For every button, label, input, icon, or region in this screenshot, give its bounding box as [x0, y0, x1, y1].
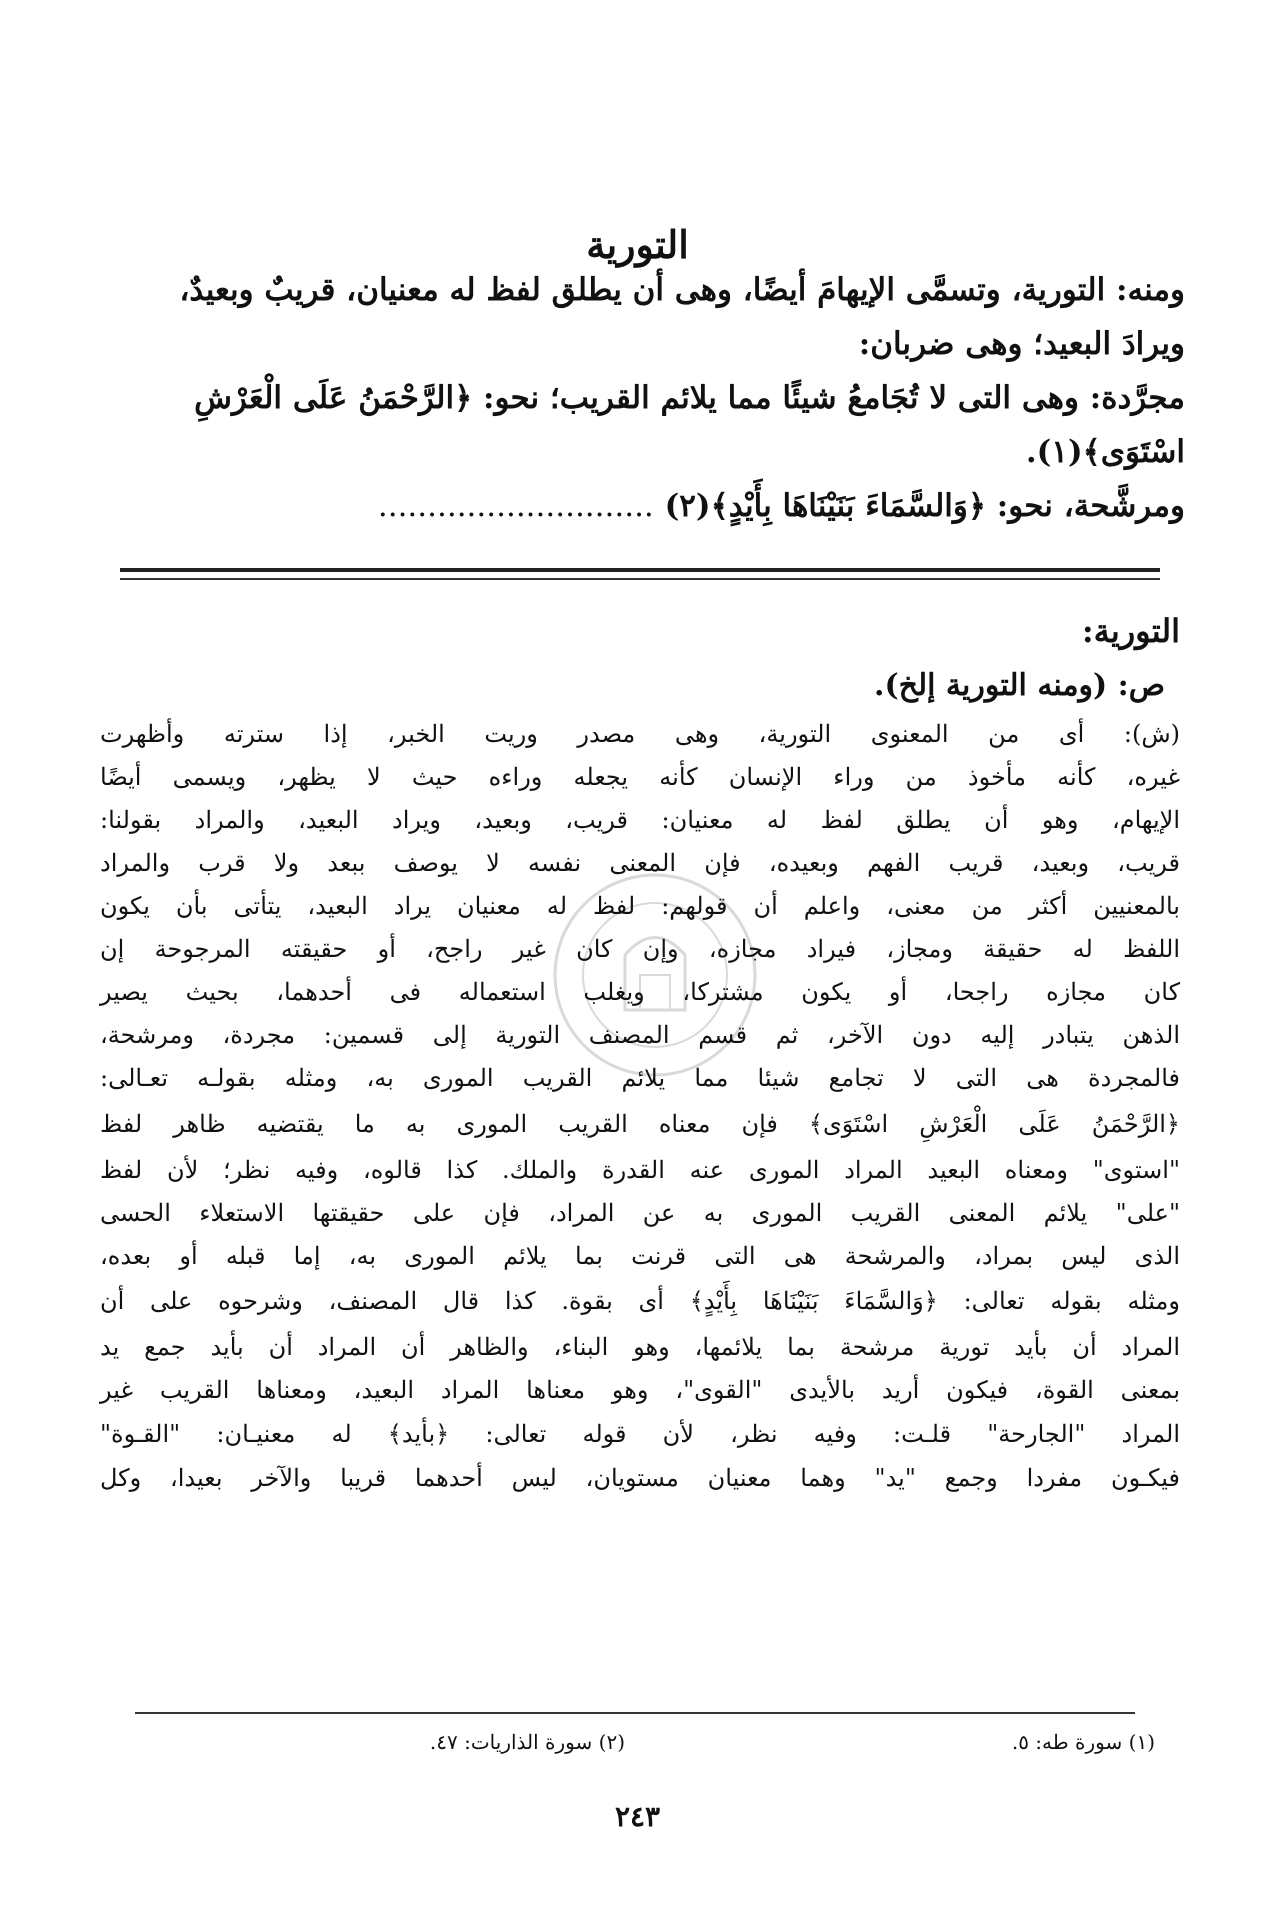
commentary-line: المراد أن بأيد تورية مرشحة بما يلائمها، وهو البناء، والظاهر أن المراد أن بأيد جمع يد [100, 1333, 1181, 1361]
footnote-1: (١) سورة طه: ٥. [1011, 1730, 1155, 1754]
commentary-line: قريب، وبعيد، قريب الفهم وبعيده، فإن المعنى نفسه لا يوصف ببعد ولا قرب والمراد [100, 849, 1180, 877]
commentary-line: بمعنى القوة، فيكون أريد بالأيدى "القوى"، وهو معناها المراد البعيد، ومعناها القريب غير [100, 1376, 1180, 1404]
commentary-line: الإيهام، وهو أن يطلق لفظ له معنيان: قريب، وبعيد، ويراد البعيد، والمراد بقولنا: [100, 806, 1180, 834]
commentary-line: الذهن يتبادر إليه دون الآخر، ثم قسم المصنف التورية إلى قسمين: مجردة، ومرشحة، [100, 1021, 1180, 1049]
commentary-line: بالمعنيين أكثر من معنى، واعلم أن قولهم: لفظ له معنيان يراد البعيد، يتأتى بأن يكون [100, 892, 1180, 920]
section-title: التورية [586, 222, 689, 267]
commentary-line: كان مجازه راجحا، أو يكون مشتركا، ويغلب استعماله فى أحدهما، بحيث يصير [100, 978, 1180, 1006]
commentary-line: المراد "الجارحة" قلـت: وفيه نظر، لأن قوله تعالى: ﴿بأيد﴾ له معنيـان: "القـوة" [100, 1420, 1180, 1448]
commentary-line: غيره، كأنه مأخوذ من وراء الإنسان كأنه يجعله وراءه حيث لا يظهر، ويسمى أيضًا [100, 763, 1180, 791]
commentary-line: "على" يلائم المعنى القريب المورى به عن المراد، فإن على حقيقتها الاستعلاء الحسى [100, 1199, 1180, 1227]
page-number: ٢٤٣ [614, 1800, 661, 1833]
section-divider-thick [120, 568, 1160, 572]
matn-line-5-text: ومرشَّحة، نحو: ﴿وَالسَّمَاءَ بَنَيْنَاهَا بِأَيْدٍ﴾(٢) [664, 488, 1185, 524]
commentary-line: الذى ليس بمراد، والمرشحة هى التى قرنت بما يلائم المورى به، إما قبله أو بعده، [100, 1242, 1180, 1270]
matn-line-4: اسْتَوَى﴾(١). [1025, 434, 1185, 470]
footnote-rule [135, 1712, 1135, 1714]
commentary-line: اللفظ له حقيقة ومجاز، فيراد مجازه، وإن كان غير راجح، أو حقيقته المرجوحة إن [100, 935, 1180, 963]
commentary-line: (ش): أى من المعنوى التورية، وهى مصدر وريت الخبر، إذا سترته وأظهرت [100, 720, 1180, 748]
footnote-2: (٢) سورة الذاريات: ٤٧. [429, 1730, 625, 1754]
commentary-line: فيكـون مفردا وجمع "يد" وهما معنيان مستويان، ليس أحدهما قريبا والآخر بعيدا، وكل [100, 1464, 1180, 1492]
section-divider-thin [120, 578, 1160, 580]
commentary-quote-line: ص: (ومنه التورية إلخ). [874, 668, 1165, 703]
commentary-line: ﴿الرَّحْمَنُ عَلَى الْعَرْشِ اسْتَوَى﴾ فإن معناه القريب المورى به ما يقتضيه ظاهر لفظ [100, 1110, 1180, 1138]
matn-line-3: مجرَّدة: وهى التى لا تُجَامعُ شيئًا مما يلائم القريب؛ نحو: ﴿الرَّحْمَنُ عَلَى الْعَرْشِ [194, 380, 1185, 416]
matn-line-1: ومنه: التورية، وتسمَّى الإيهامَ أيضًا، وهى أن يطلق لفظ له معنيان، قريبٌ وبعيدٌ، [179, 272, 1185, 308]
matn-continuation-dots: ............................ [377, 488, 654, 524]
commentary-line: ومثله بقوله تعالى: ﴿وَالسَّمَاءَ بَنَيْنَاهَا بِأَيْدٍ﴾ أى بقوة. كذا قال المصنف، وشرحوه على أن [100, 1287, 1180, 1315]
commentary-line: "استوى" ومعناه البعيد المراد المورى عنه القدرة والملك. كذا قالوه، وفيه نظر؛ لأن لفظ [100, 1156, 1180, 1184]
commentary-heading: التورية: [1081, 612, 1180, 650]
matn-line-5 [105, 488, 1185, 525]
matn-line-2: ويرادَ البعيد؛ وهى ضربان: [858, 326, 1185, 362]
commentary-line: فالمجردة هى التى لا تجامع شيئا مما يلائم القريب المورى به، ومثله بقولـه تعـالى: [100, 1064, 1180, 1092]
